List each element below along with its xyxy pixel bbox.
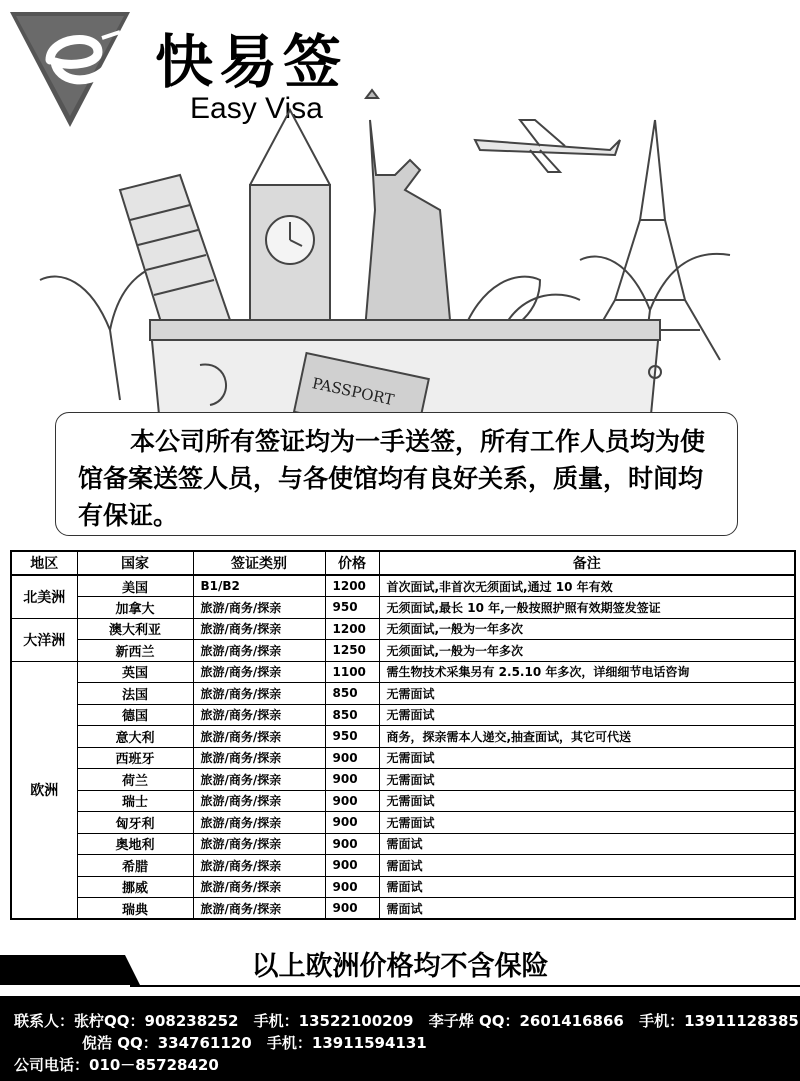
note-cell: 无需面试 xyxy=(379,683,795,705)
country-cell: 荷兰 xyxy=(77,769,193,791)
price-cell: 900 xyxy=(325,833,379,855)
country-cell: 瑞典 xyxy=(77,898,193,920)
contact-1-qq: 联系人：张柠QQ：908238252 xyxy=(14,1012,239,1030)
contact-line-2 xyxy=(82,1032,437,1053)
price-cell: 1250 xyxy=(325,640,379,662)
visa-type-cell: 旅游/商务/探亲 xyxy=(193,812,325,834)
table-row xyxy=(11,769,795,791)
price-cell: 950 xyxy=(325,597,379,619)
country-cell: 澳大利亚 xyxy=(77,618,193,640)
table-row xyxy=(11,898,795,920)
price-cell: 850 xyxy=(325,683,379,705)
visa-type-cell: 旅游/商务/探亲 xyxy=(193,769,325,791)
price-cell: 1200 xyxy=(325,618,379,640)
price-cell: 900 xyxy=(325,790,379,812)
visa-type-cell: 旅游/商务/探亲 xyxy=(193,855,325,877)
table-header-row xyxy=(11,551,795,575)
note-cell: 无需面试 xyxy=(379,790,795,812)
visa-type-cell: 旅游/商务/探亲 xyxy=(193,618,325,640)
airplane-drawing xyxy=(475,120,620,172)
notice-underline xyxy=(130,985,800,987)
note-cell: 需面试 xyxy=(379,833,795,855)
price-cell: 1200 xyxy=(325,575,379,597)
visa-type-cell: 旅游/商务/探亲 xyxy=(193,876,325,898)
contact-3-qq: 倪浩 QQ：334761120 xyxy=(82,1034,252,1052)
price-cell: 900 xyxy=(325,855,379,877)
visa-type-cell: 旅游/商务/探亲 xyxy=(193,790,325,812)
visa-type-cell: 旅游/商务/探亲 xyxy=(193,747,325,769)
note-cell: 需生物技术采集另有 2.5.10 年多次，详细细节电话咨询 xyxy=(379,661,795,683)
price-cell: 950 xyxy=(325,726,379,748)
table-row xyxy=(11,640,795,662)
brand-name-en: Easy Visa xyxy=(190,92,323,125)
note-cell: 首次面试,非首次无须面试,通过 10 年有效 xyxy=(379,575,795,597)
note-cell: 无需面试 xyxy=(379,747,795,769)
visa-type-cell: 旅游/商务/探亲 xyxy=(193,661,325,683)
brand-name-cn: 快易签 xyxy=(155,28,348,96)
big-ben-drawing xyxy=(250,110,330,355)
leaning-tower-drawing xyxy=(120,175,230,335)
table-body xyxy=(11,575,795,919)
notice-text: 以上欧洲价格均不含保险 xyxy=(251,951,549,982)
contact-1-phone: 手机：13522100209 xyxy=(253,1012,414,1030)
intro-box xyxy=(55,412,738,536)
note-cell: 无须面试,一般为一年多次 xyxy=(379,618,795,640)
hero-landmarks-illustration xyxy=(0,80,800,425)
note-cell: 需面试 xyxy=(379,855,795,877)
table-row xyxy=(11,747,795,769)
statue-of-liberty-drawing xyxy=(365,90,450,330)
country-cell: 匈牙利 xyxy=(77,812,193,834)
table-row xyxy=(11,618,795,640)
contact-line-1 xyxy=(14,1010,800,1031)
country-cell: 挪威 xyxy=(77,876,193,898)
table-row xyxy=(11,855,795,877)
contact-2-qq: 李子烨 QQ：2601416866 xyxy=(428,1012,624,1030)
visa-type-cell: 旅游/商务/探亲 xyxy=(193,898,325,920)
country-cell: 法国 xyxy=(77,683,193,705)
table-row xyxy=(11,704,795,726)
price-cell: 850 xyxy=(325,704,379,726)
country-cell: 西班牙 xyxy=(77,747,193,769)
visa-type-cell: 旅游/商务/探亲 xyxy=(193,640,325,662)
price-cell: 900 xyxy=(325,747,379,769)
note-cell: 无需面试 xyxy=(379,769,795,791)
note-cell: 无须面试,一般为一年多次 xyxy=(379,640,795,662)
table-row xyxy=(11,597,795,619)
region-cell: 北美洲 xyxy=(11,575,77,618)
price-cell: 900 xyxy=(325,769,379,791)
visa-type-cell: B1/B2 xyxy=(193,575,325,597)
table-row xyxy=(11,661,795,683)
country-cell: 意大利 xyxy=(77,726,193,748)
company-phone: 公司电话：010－85728420 xyxy=(14,1056,219,1074)
header-notes: 备注 xyxy=(379,551,795,575)
note-cell: 需面试 xyxy=(379,898,795,920)
note-cell: 无须面试,最长 10 年,一般按照护照有效期签发签证 xyxy=(379,597,795,619)
price-cell: 900 xyxy=(325,898,379,920)
note-cell: 需面试 xyxy=(379,876,795,898)
table-row xyxy=(11,876,795,898)
table-row xyxy=(11,575,795,597)
table-row xyxy=(11,790,795,812)
table-row xyxy=(11,683,795,705)
country-cell: 希腊 xyxy=(77,855,193,877)
note-cell: 商务，探亲需本人递交,抽查面试，其它可代送 xyxy=(379,726,795,748)
country-cell: 美国 xyxy=(77,575,193,597)
region-cell: 欧洲 xyxy=(11,661,77,919)
country-cell: 英国 xyxy=(77,661,193,683)
country-cell: 德国 xyxy=(77,704,193,726)
visa-type-cell: 旅游/商务/探亲 xyxy=(193,704,325,726)
header-price: 价格 xyxy=(325,551,379,575)
visa-type-cell: 旅游/商务/探亲 xyxy=(193,597,325,619)
passport-label: PASSPORT xyxy=(310,374,396,410)
visa-type-cell: 旅游/商务/探亲 xyxy=(193,683,325,705)
country-cell: 奥地利 xyxy=(77,833,193,855)
country-cell: 新西兰 xyxy=(77,640,193,662)
table-row xyxy=(11,812,795,834)
note-cell: 无需面试 xyxy=(379,704,795,726)
contact-footer xyxy=(0,996,800,1081)
country-cell: 加拿大 xyxy=(77,597,193,619)
price-cell: 900 xyxy=(325,812,379,834)
region-cell: 大洋洲 xyxy=(11,618,77,661)
intro-text: 本公司所有签证均为一手送签，所有工作人员均为使馆备案送签人员，与各使馆均有良好关系，质量，时间均有保证。 xyxy=(78,427,706,530)
visa-type-cell: 旅游/商务/探亲 xyxy=(193,726,325,748)
visa-type-cell: 旅游/商务/探亲 xyxy=(193,833,325,855)
country-cell: 瑞士 xyxy=(77,790,193,812)
header-country: 国家 xyxy=(77,551,193,575)
contact-3-phone: 手机：13911594131 xyxy=(266,1034,427,1052)
contact-2-phone: 手机：13911128385 xyxy=(639,1012,799,1030)
table-row xyxy=(11,833,795,855)
table-row xyxy=(11,726,795,748)
header-visa-type: 签证类别 xyxy=(193,551,325,575)
note-cell: 无需面试 xyxy=(379,812,795,834)
visa-price-table xyxy=(10,550,796,920)
price-cell: 1100 xyxy=(325,661,379,683)
price-cell: 900 xyxy=(325,876,379,898)
header-region: 地区 xyxy=(11,551,77,575)
